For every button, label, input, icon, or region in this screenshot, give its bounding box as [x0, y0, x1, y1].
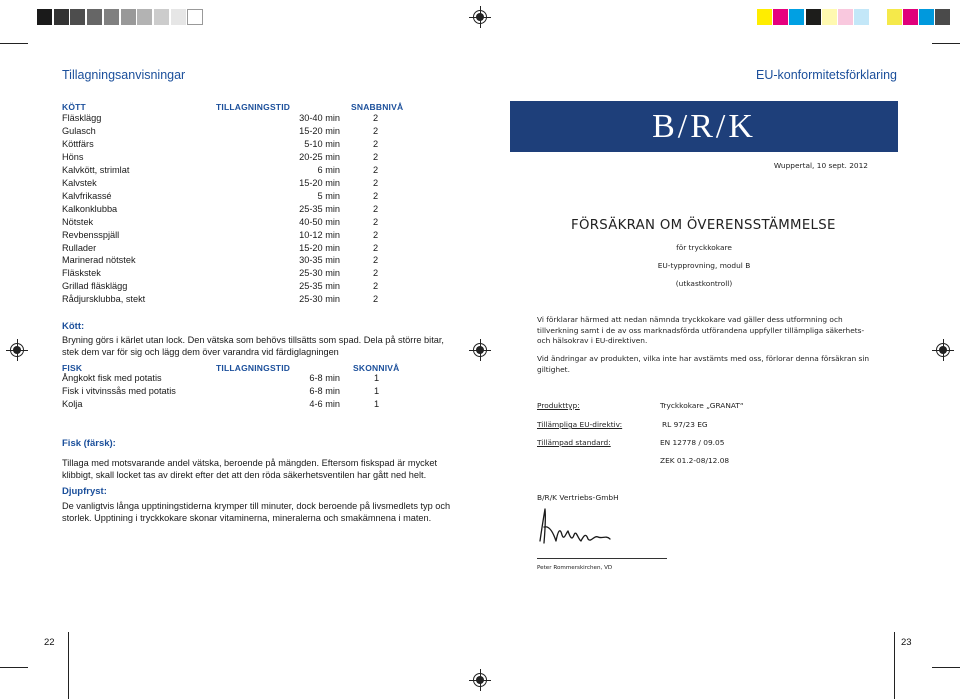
meat-time: 5-10 min — [304, 138, 340, 149]
meat-name: Köttfärs — [62, 138, 94, 149]
fish-name: Fisk i vitvinssås med potatis — [62, 385, 176, 396]
meat-time: 15-20 min — [299, 242, 340, 253]
meat-time: 30-35 min — [299, 255, 340, 266]
meat-row — [62, 113, 442, 126]
color-swatch — [757, 9, 773, 25]
signatory-name: Peter Rommerskirchen, VD — [537, 565, 613, 571]
color-swatch — [870, 9, 886, 25]
color-swatch — [806, 9, 822, 25]
frozen-text: De vanligtvis långa upptiningstiderna krymper till minuter, dock beroende på livsmedlets typ och storlek. Upptining i tryckkokare skonar vitaminerna, mineralerna och smakämnena i maten. — [62, 501, 451, 523]
field-value-directive: RL 97/23 EG — [662, 420, 708, 429]
gray-swatch — [87, 9, 103, 25]
meat-time: 25-35 min — [299, 281, 340, 292]
meat-name: Kalkonklubba — [62, 203, 118, 214]
fish-time: 4-6 min — [309, 398, 340, 409]
meat-row — [62, 191, 442, 204]
crop-mark-bottom-left-h — [0, 667, 28, 668]
gray-swatch — [104, 9, 120, 25]
color-swatch — [854, 9, 870, 25]
meat-row — [62, 268, 442, 281]
fish-row — [62, 386, 442, 399]
fish-time: 6-8 min — [309, 385, 340, 396]
meat-time: 20-25 min — [299, 151, 340, 162]
fish-row — [62, 399, 442, 412]
meat-name: Marinerad nötstek — [62, 255, 136, 266]
crop-mark-top-left — [0, 43, 28, 44]
meat-name: Revbensspjäll — [62, 229, 120, 240]
meat-row — [62, 152, 442, 165]
crop-mark-bottom-right-h — [932, 667, 960, 668]
meat-header-time: TILLAGNINGSTID — [216, 102, 291, 112]
meat-level: 2 — [373, 242, 379, 253]
field-value-product: Tryckkokare „GRANAT“ — [660, 401, 744, 410]
meat-note-heading: Kött: — [62, 321, 85, 332]
fish-name: Ångkokt fisk med potatis — [62, 373, 162, 383]
meat-name: Rullader — [62, 242, 97, 253]
meat-level: 2 — [373, 216, 379, 227]
gray-swatch — [154, 9, 170, 25]
meat-time: 25-30 min — [299, 268, 340, 279]
color-swatch — [822, 9, 838, 25]
left-page-title: Tillagningsanvisningar — [62, 68, 186, 82]
gray-scale-bar — [37, 9, 204, 25]
meat-header-level: SNABBNIVÅ — [351, 102, 404, 112]
color-swatch — [773, 9, 789, 25]
declaration-title: FÖRSÄKRAN OM ÖVERENSSTÄMMELSE — [571, 218, 836, 233]
field-value-standard-extra: ZEK 01.2-08/12.08 — [660, 456, 730, 465]
color-swatch — [903, 9, 919, 25]
meat-level: 2 — [373, 125, 379, 136]
place-date: Wuppertal, 10 sept. 2012 — [773, 161, 868, 170]
company-name: B/R/K Vertriebs-GmbH — [537, 493, 619, 502]
fish-header-level: SKONNIVÅ — [353, 363, 400, 373]
gray-swatch — [171, 9, 187, 25]
meat-row — [62, 243, 442, 256]
field-value-standard: EN 12778 / 09.05 — [660, 438, 725, 447]
crop-mark-bottom-right-v — [894, 632, 895, 699]
meat-name: Fläsklägg — [62, 113, 102, 123]
gray-swatch — [70, 9, 86, 25]
fish-header-food: FISK — [62, 363, 83, 373]
declaration-sub3: (utkastkontroll) — [675, 279, 733, 288]
color-scale-bar — [757, 9, 951, 25]
meat-row — [62, 204, 442, 217]
color-swatch — [838, 9, 854, 25]
color-swatch — [935, 9, 951, 25]
meat-row — [62, 126, 442, 139]
fish-header-time: TILLAGNINGSTID — [216, 363, 291, 373]
meat-name: Gulasch — [62, 125, 96, 136]
fish-level: 1 — [374, 385, 380, 396]
field-label-product: Produkttyp: — [537, 401, 580, 410]
gray-swatch — [121, 9, 137, 25]
meat-level: 2 — [373, 138, 379, 149]
meat-time: 40-50 min — [299, 216, 340, 227]
meat-name: Grillad fläsklägg — [62, 281, 128, 292]
registration-mark-center — [473, 343, 487, 357]
registration-mark-left — [10, 343, 24, 357]
meat-level: 2 — [373, 229, 379, 240]
meat-level: 2 — [373, 113, 379, 123]
meat-row — [62, 294, 442, 307]
meat-name: Nötstek — [62, 216, 94, 227]
color-swatch — [919, 9, 935, 25]
fresh-fish-text: Tillaga med motsvarande andel vätska, beroende på mängden. Eftersom fiskspad är mycket klibbigt, skall locket tas av direkt efter det att den röda säkerhetsventilen har gått ned helt. — [62, 458, 438, 480]
fish-row — [62, 373, 442, 386]
meat-time: 10-12 min — [299, 229, 340, 240]
fish-time: 6-8 min — [309, 373, 340, 383]
meat-header-food: KÖTT — [62, 102, 86, 112]
meat-row — [62, 139, 442, 152]
declaration-para1: Vi förklarar härmed att nedan nämnda tryckkokare vad gäller dess utformning och tillverkning samt i de av oss marknadsförda utförandena uppfyller tillämpliga säkerhets- och hälsokrav i EU-direktiven. — [537, 315, 865, 345]
meat-time: 25-30 min — [299, 294, 340, 305]
meat-time: 6 min — [317, 164, 340, 175]
declaration-para2: Vid ändringar av produkten, vilka inte har avstämts med oss, förlorar denna försäkran sin giltighet. — [537, 354, 870, 374]
meat-time: 15-20 min — [299, 177, 340, 188]
registration-mark-bottom — [473, 673, 487, 687]
meat-name: Fläskstek — [62, 268, 101, 279]
fish-level: 1 — [374, 398, 380, 409]
meat-note-text: Bryning görs i kärlet utan lock. Den vätska som behövs tillsätts som spad. Dela på större bitar, stek dem var för sig och lägg dem över varandra vid färdiglagningen — [62, 335, 444, 357]
declaration-sub2: EU-typprovning, modul B — [657, 261, 751, 270]
meat-level: 2 — [373, 177, 379, 188]
meat-row — [62, 230, 442, 243]
meat-row — [62, 165, 442, 178]
field-label-directive: Tillämpliga EU-direktiv: — [537, 420, 623, 429]
meat-level: 2 — [373, 294, 379, 305]
brk-logo: B/R/K — [510, 101, 898, 152]
declaration-sub1: för tryckkokare — [676, 243, 732, 252]
meat-time: 25-35 min — [299, 203, 340, 214]
meat-row — [62, 217, 442, 230]
crop-mark-top-right — [932, 43, 960, 44]
meat-name: Kalvfrikassé — [62, 190, 112, 201]
meat-level: 2 — [373, 164, 379, 175]
meat-level: 2 — [373, 268, 379, 279]
meat-row — [62, 281, 442, 294]
field-label-standard: Tillämpad standard: — [537, 438, 611, 447]
fish-name: Kolja — [62, 398, 83, 409]
registration-mark-top — [473, 10, 487, 24]
meat-time: 15-20 min — [299, 125, 340, 136]
meat-level: 2 — [373, 151, 379, 162]
fish-level: 1 — [374, 373, 380, 383]
meat-level: 2 — [373, 190, 379, 201]
gray-swatch — [54, 9, 70, 25]
meat-row — [62, 178, 442, 191]
meat-level: 2 — [373, 255, 379, 266]
left-page-number: 22 — [44, 637, 55, 648]
frozen-heading: Djupfryst: — [62, 486, 107, 497]
right-page-title: EU-konformitetsförklaring — [755, 68, 897, 82]
crop-mark-bottom-left-v — [68, 632, 69, 699]
registration-mark-right — [936, 343, 950, 357]
gray-swatch — [37, 9, 53, 25]
fresh-fish-heading: Fisk (färsk): — [62, 438, 116, 449]
meat-name: Höns — [62, 151, 84, 162]
gray-swatch — [187, 9, 203, 25]
color-swatch — [887, 9, 903, 25]
meat-time: 5 min — [317, 190, 340, 201]
meat-level: 2 — [373, 281, 379, 292]
meat-name: Kalvstek — [62, 177, 97, 188]
meat-name: Kalvkött, strimlat — [62, 164, 130, 175]
signature-line — [537, 558, 667, 559]
signature-image — [536, 505, 616, 547]
meat-level: 2 — [373, 203, 379, 214]
meat-time: 30-40 min — [299, 113, 340, 123]
meat-name: Rådjursklubba, stekt — [62, 294, 146, 305]
right-page-number: 23 — [901, 637, 912, 648]
color-swatch — [789, 9, 805, 25]
gray-swatch — [137, 9, 153, 25]
meat-row — [62, 255, 442, 268]
